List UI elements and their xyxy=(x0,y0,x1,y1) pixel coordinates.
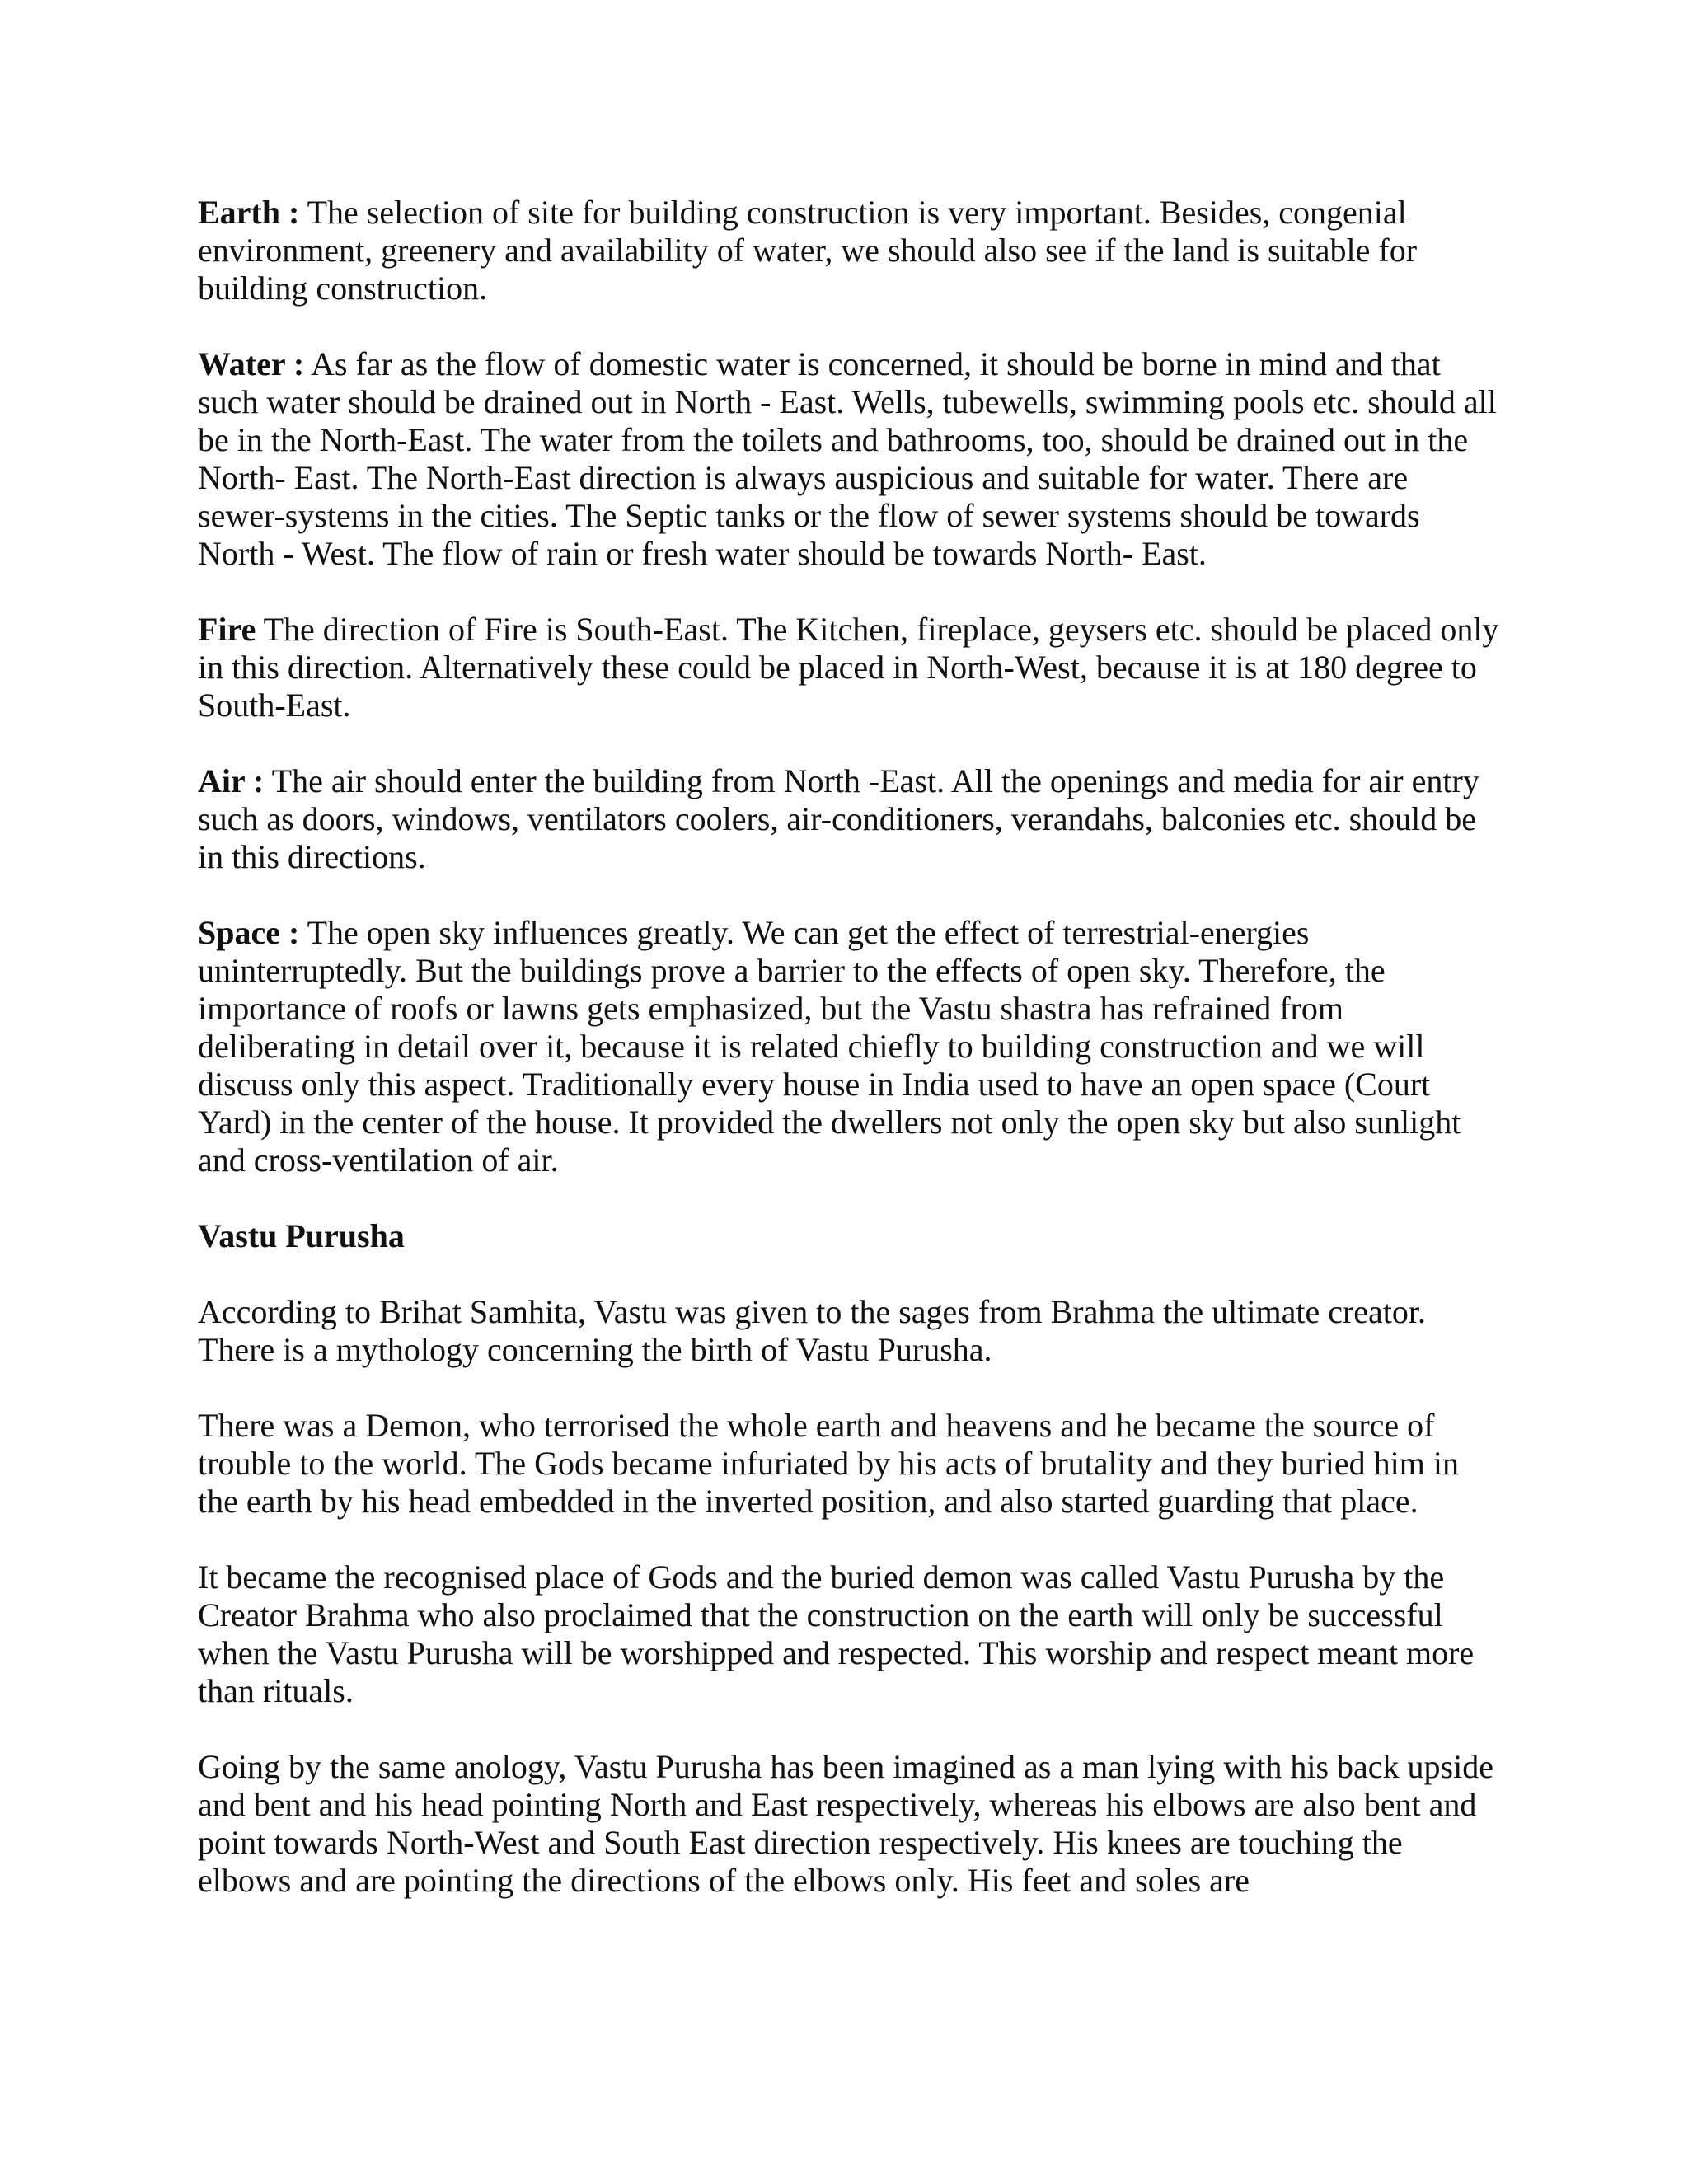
paragraph: It became the recognised place of Gods and the buried demon was called Vastu Purusha by the Creator Brahma who also proclaimed that the construction on the earth will only be successful when the Vastu Purusha will be worshipped and respected. This worship and respect meant more than rituals. xyxy=(198,1558,1475,1709)
section-heading: Vastu Purusha xyxy=(198,1217,405,1254)
water-term: Water : xyxy=(198,345,305,382)
paragraph: There was a Demon, who terrorised the whole earth and heavens and he became the source of trouble to the world. The Gods became infuriated by his acts of brutality and they buried him in the earth by his head embedded in the inverted position, and also started guarding that place. xyxy=(198,1407,1459,1520)
earth-term: Earth : xyxy=(198,194,300,231)
fire-text: The direction of Fire is South-East. The Kitchen, fireplace, geysers etc. should be placed only in this direction. Alternatively these could be placed in North-West, because it is at 180 degree to South-East. xyxy=(198,611,1499,724)
earth-paragraph xyxy=(198,194,1500,307)
space-term: Space : xyxy=(198,914,300,951)
air-term: Air : xyxy=(198,762,265,799)
earth-text: The selection of site for building construction is very important. Besides, congenial environment, greenery and availability of water, we should also see if the land is suitable for building construction. xyxy=(198,194,1418,307)
fire-term: Fire xyxy=(198,611,256,648)
fire-paragraph xyxy=(198,611,1500,724)
paragraph: Going by the same anology, Vastu Purusha has been imagined as a man lying with his back upside and bent and his head pointing North and East respectively, whereas his elbows are also bent and point towards North-West and South East direction respectively. His knees are touching the elbows and are pointing the directions of the elbows only. His feet and soles are xyxy=(198,1748,1493,1899)
document-page xyxy=(198,194,1500,1938)
space-text: The open sky influences greatly. We can get the effect of terrestrial-energies uninterruptedly. But the buildings prove a barrier to the effects of open sky. Therefore, the importance of roofs or lawns gets emphasized, but the Vastu shastra has refrained from deliberating in detail over it, because it is related chiefly to building construction and we will discuss only this aspect. Traditionally every house in India used to have an open space (Court Yard) in the center of the house. It provided the dwellers not only the open sky but also sunlight and cross-ventilation of air. xyxy=(198,914,1461,1179)
space-paragraph xyxy=(198,914,1500,1179)
air-text: The air should enter the building from North -East. All the openings and media for air entry such as doors, windows, ventilators coolers, air-conditioners, verandahs, balconies etc. should be in this directions. xyxy=(198,762,1479,875)
water-paragraph xyxy=(198,345,1500,573)
water-text: As far as the flow of domestic water is concerned, it should be borne in mind and that such water should be drained out in North - East. Wells, tubewells, swimming pools etc. should all be in the North-East. The water from the toilets and bathrooms, too, should be drained out in the North- East. The North-East direction is always auspicious and suitable for water. There are sewer-systems in the cities. The Septic tanks or the flow of sewer systems should be towards North - West. The flow of rain or fresh water should be towards North- East. xyxy=(198,345,1497,572)
air-paragraph xyxy=(198,762,1500,876)
paragraph: According to Brihat Samhita, Vastu was given to the sages from Brahma the ultimate creator. There is a mythology concerning the birth of Vastu Purusha. xyxy=(198,1293,1426,1368)
